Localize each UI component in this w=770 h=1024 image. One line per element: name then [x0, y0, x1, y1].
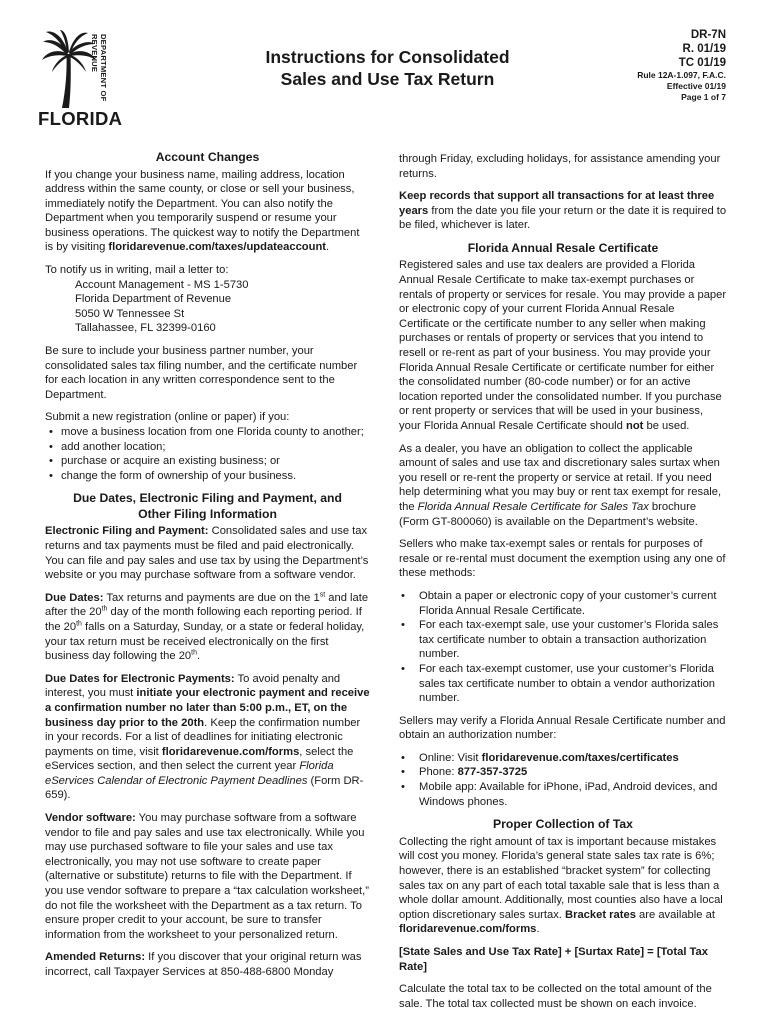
emphasis: not — [625, 420, 644, 432]
logo-florida-wordmark: FLORIDA — [38, 108, 123, 129]
resale-paragraph-1 — [399, 258, 727, 433]
text: Tax returns and payments are due on the 1 — [103, 591, 320, 604]
records-emphasis: Keep records that support all transactions for at least three years — [399, 190, 715, 217]
sup: st — [319, 591, 326, 599]
text: . — [536, 923, 540, 936]
list-item: • move a business location from one Florida county to another; — [45, 425, 370, 440]
efile-label: Electronic Filing and Payment: — [45, 525, 209, 538]
sup: th — [76, 620, 82, 628]
right-column — [399, 152, 727, 1019]
amended-continuation: through Friday, excluding holidays, for assistance amending your returns. — [399, 153, 721, 180]
text: As a dealer, you have an obligation to collect the applicable amount of sales and use tax and discretionary sales surtax when you resell or re-rent the property or service at retail. If you need help determining what you may buy or rent tax exempt for resale, the — [399, 442, 722, 513]
text: (Form DR-659). — [45, 774, 364, 802]
vendor-text: You may purchase software from a software vendor to file and pay sales and use tax electronically. While you may use purchased software to file your sales and use tax electronically, you may not use software to create paper (alternative or substitute) returns to file with the Department. If you use vendor software to prepare a “tax calculation worksheet,” do not file the worksheet with the Department as a tax return. To ensure proper credit to your account, be sure to transfer information from the worksheet to your personalized return. — [45, 812, 369, 941]
palm-tree-icon — [42, 30, 96, 108]
mailing-address — [75, 278, 370, 336]
amended-label: Amended Returns: — [45, 951, 146, 964]
formula-text: [State Sales and Use Tax Rate] + [Surtax Rate] = [Total Tax Rate] — [399, 945, 708, 973]
text: . Keep the confirmation number in your records. For a list of deadlines for initiating electronic payments on time, visit — [45, 716, 361, 758]
list-item: • change the form of ownership of your business. — [45, 469, 370, 484]
emphasis: Bracket rates — [565, 908, 636, 921]
florida-dor-logo — [38, 30, 123, 130]
update-account-link[interactable]: floridarevenue.com/taxes/updateaccount — [108, 241, 327, 254]
list-item: • For each tax-exempt customer, use your customer’s Florida sales tax certificate number to obtain a vendor authorization number. — [399, 662, 727, 706]
efile-text: Consolidated sales and use tax returns and tax payments must be filed and paid electronically. You can file and pay sales and use tax by using the Department’s website or you may purchase software from a software vendor. — [45, 525, 369, 582]
vendor-paragraph — [45, 811, 370, 942]
text: be used. — [643, 420, 690, 432]
address-line: Florida Department of Revenue — [75, 293, 232, 306]
account-changes-text: If you change your business name, mailing address, location address within the same county, or close or sell your business, immediately notify the Department. You can also notify the Department when you temporarily suspend or resume your business operations. The quickest way to notify the Department is by visiting — [45, 168, 360, 254]
verify-methods-list — [399, 751, 727, 809]
form-tc: TC 01/19 — [678, 57, 726, 69]
address-line: Account Management - MS 1-5730 — [75, 278, 249, 291]
text: day of the month following each reporting period. If the 20 — [45, 606, 362, 633]
resale-paragraph-2 — [399, 442, 727, 530]
resale-heading: Florida Annual Resale Certificate — [467, 240, 659, 255]
address-line: Tallahassee, FL 32399-0160 — [75, 322, 216, 335]
form-identifier — [546, 28, 726, 103]
forms-link[interactable]: floridarevenue.com/forms — [399, 923, 537, 936]
brochure-title: Florida Annual Resale Certificate for Sales Tax — [417, 500, 649, 513]
text: Collecting the right amount of tax is important because mistakes will cost you money. Florida’s general state sales tax rate is 6%; however, there is an established “bracket system” for collecting sales tax on any part of each total taxable sale that is less than a whole dollar amount. Additionally, most counties also have a local option discretionary sales surtax. — [399, 835, 723, 921]
list-item: • For each tax-exempt sale, use your customer’s Florida sales tax certificate number to obtain a transaction authorization number. — [399, 618, 727, 662]
page-header — [0, 0, 770, 150]
text: falls on a Saturday, Sunday, or a state or federal holiday, your tax return must be received electronically on the first business day following the 20 — [45, 620, 365, 663]
heading-line: Due Dates, Electronic Filing and Payment, and — [73, 491, 342, 506]
text: from the date you file your return or the date it is required to be filed, whichever is later. — [399, 204, 727, 232]
text: To avoid penalty and interest, you must — [45, 672, 341, 700]
correspondence-note: Be sure to include your business partner number, your consolidated sales tax filing number, and the certificate number for each location in any written correspondence sent to the Department. — [45, 345, 358, 401]
text: . — [197, 650, 201, 663]
mail-intro: To notify us in writing, mail a letter to: — [45, 264, 229, 277]
epay-deadline-emphasis: initiate your electronic payment and receive a confirmation number no later than 5:00 p.m., ET, on the business day prior to the 20th — [45, 687, 370, 729]
address-line: 5050 W Tennessee St — [75, 307, 185, 320]
sup: th — [191, 649, 197, 657]
form-revision: R. 01/19 — [682, 43, 726, 55]
epay-label: Due Dates for Electronic Payments: — [45, 672, 235, 685]
tax-rate-formula — [399, 945, 727, 974]
amended-text: If you discover that your original return was incorrect, call Taxpayer Services at 850-488-6800 Monday — [45, 951, 362, 978]
due-dates-heading — [45, 491, 370, 522]
vendor-label: Vendor software: — [45, 812, 136, 825]
calendar-title: Florida eServices Calendar of Electronic Payment Deadlines — [45, 760, 334, 787]
document-title — [225, 46, 550, 90]
account-changes-heading: Account Changes — [155, 150, 260, 164]
collection-heading: Proper Collection of Tax — [493, 817, 633, 832]
final-paragraph: Calculate the total tax to be collected on the total amount of the sale. The total tax collected must be shown on each invoice. — [399, 983, 712, 1010]
text: , select the eServices section, and then select the current year — [45, 745, 354, 773]
text: Phone: — [419, 766, 458, 779]
sup: th — [101, 605, 108, 613]
list-item: • Obtain a paper or electronic copy of your customer’s current Florida Annual Resale Certificate. — [399, 589, 727, 618]
title-line-1: Instructions for Consolidated — [265, 47, 510, 67]
exemption-methods-list — [399, 589, 727, 706]
text: are available at — [635, 908, 715, 921]
logo-department-text: DEPARTMENT OF REVENUE — [90, 34, 108, 102]
phone-number[interactable]: 877-357-3725 — [457, 766, 528, 779]
epay-paragraph — [45, 672, 370, 803]
text: brochure (Form GT-800060) is available on the Department’s website. — [399, 500, 698, 528]
title-line-2: Sales and Use Tax Return — [280, 69, 495, 89]
account-changes-paragraph — [45, 168, 370, 256]
list-item — [399, 751, 727, 766]
heading-line: Other Filing Information — [138, 506, 277, 521]
registration-list — [45, 425, 370, 483]
registration-intro: Submit a new registration (online or paper) if you: — [45, 411, 290, 424]
list-item — [399, 765, 727, 780]
records-paragraph — [399, 189, 727, 233]
text: Online: Visit — [419, 751, 482, 764]
forms-link[interactable]: floridarevenue.com/forms — [161, 745, 300, 758]
due-label: Due Dates: — [45, 591, 104, 604]
list-item: • purchase or acquire an existing business; or — [45, 454, 370, 469]
text: and late after the 20 — [45, 591, 369, 619]
resale-paragraph-3: Sellers who make tax-exempt sales or rentals for purposes of resale or re-rental must document the exemption using any one of these methods: — [399, 538, 726, 580]
form-rule: Rule 12A-1.097, F.A.C. — [637, 70, 726, 80]
form-number: DR-7N — [690, 29, 726, 41]
due-dates-paragraph — [45, 591, 370, 664]
page-number: Page 1 of 7 — [681, 92, 726, 102]
verify-paragraph: Sellers may verify a Florida Annual Resale Certificate number and obtain an authorization number: — [399, 714, 726, 742]
list-item: • add another location; — [45, 440, 370, 455]
form-effective: Effective 01/19 — [666, 81, 726, 91]
certificates-link[interactable]: floridarevenue.com/taxes/certificates — [481, 751, 679, 764]
list-item: • Mobile app: Available for iPhone, iPad, Android devices, and Windows phones. — [399, 780, 727, 809]
efile-paragraph — [45, 524, 370, 582]
amended-paragraph — [45, 950, 370, 979]
collection-paragraph — [399, 835, 727, 937]
left-column — [45, 150, 370, 988]
punct: . — [326, 241, 330, 254]
text: Registered sales and use tax dealers are provided a Florida Annual Resale Certificate to make tax-exempt purchases or rentals of property or services for resale. You may provide a paper or electronic copy of your current Florida Annual Resale Certificate or the certificate number to any seller when making purchases or rentals of property or services that you intend to resell or re-rent as part of your business. You may provide your Florida Annual Resale Certificate or certificate number for either the consolidated number (80-code number) or for an active location reported under the consolidated number. If you purchase or rent property or services that will be used in your business, your Florida Annual Resale Certificate should — [399, 259, 727, 432]
